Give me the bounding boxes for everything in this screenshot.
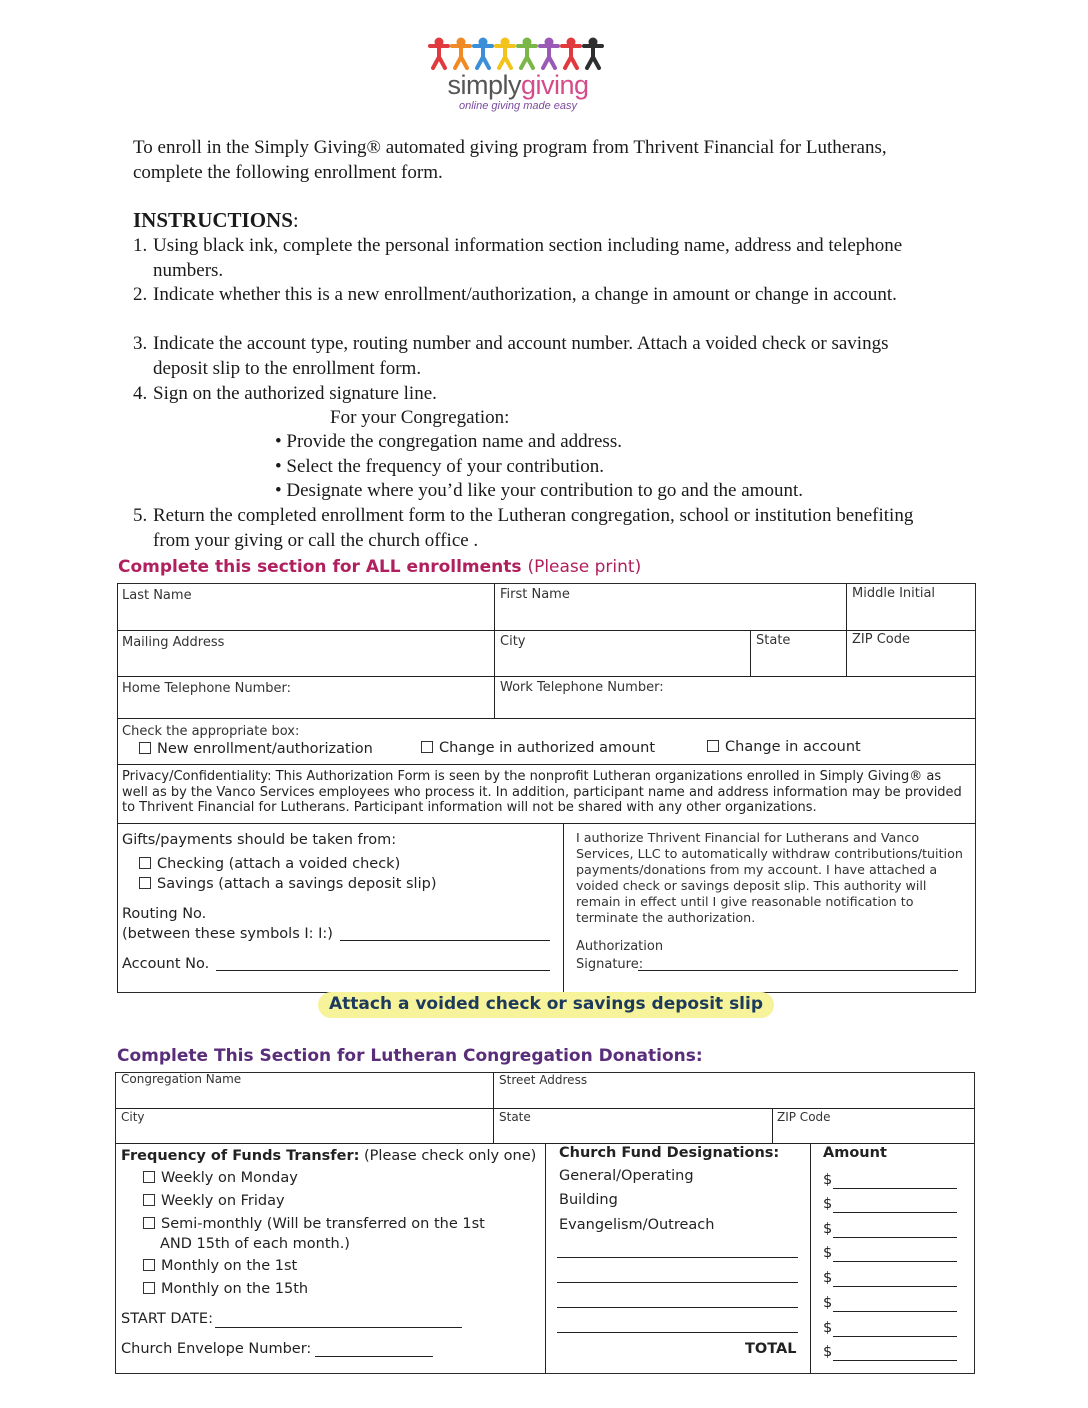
last-name-label: Last Name — [122, 588, 192, 603]
option-label: Weekly on Friday — [161, 1193, 285, 1209]
col-divider — [494, 583, 495, 718]
congregation-name-field[interactable] — [121, 1088, 486, 1106]
savings-option[interactable] — [139, 876, 436, 892]
account-label: Account No. — [122, 956, 210, 972]
attach-voided-check-note: Attach a voided check or savings deposit slip — [328, 994, 764, 1014]
instruction-step-2 — [133, 282, 923, 332]
custom-fund-line[interactable] — [557, 1257, 798, 1258]
semi-monthly-option[interactable] — [143, 1216, 485, 1232]
step-number: 5. — [133, 505, 148, 526]
col-divider — [493, 1072, 494, 1143]
savings-checkbox[interactable] — [139, 877, 151, 889]
amount-heading: Amount — [823, 1145, 887, 1161]
row-divider — [115, 1108, 975, 1109]
instructions-title-text: INSTRUCTIONS — [133, 208, 293, 232]
amount-field[interactable]: $ — [823, 1295, 833, 1311]
simply-giving-logo — [428, 36, 608, 112]
option-label: Checking (attach a voided check) — [157, 856, 401, 872]
person-figure-icon — [430, 38, 448, 69]
mailing-address-label: Mailing Address — [122, 635, 225, 650]
col-divider — [810, 1143, 811, 1374]
account-number-line[interactable] — [216, 970, 550, 971]
work-phone-field[interactable] — [500, 697, 970, 715]
street-address-label: Street Address — [499, 1073, 588, 1087]
col-divider — [772, 1108, 773, 1143]
step-text: Using black ink, complete the personal information section including name, address and telephone numbers. — [153, 235, 903, 281]
city-field[interactable] — [500, 652, 745, 672]
logo-wordmark — [428, 70, 608, 100]
option-label: Semi-monthly (Will be transferred on the 1st — [161, 1216, 485, 1232]
congregation-state-label: State — [499, 1110, 531, 1124]
state-field[interactable] — [756, 652, 841, 672]
section-title-note: (Please print) — [527, 557, 642, 577]
amount-line — [833, 1237, 957, 1238]
congregation-name-label: Congregation Name — [121, 1072, 242, 1086]
row-divider — [117, 764, 976, 765]
zip-code-label: ZIP Code — [852, 632, 910, 647]
congregation-city-label: City — [121, 1110, 145, 1124]
logo-wordmark-simply: simply — [447, 70, 521, 100]
amount-line — [833, 1311, 957, 1312]
semi-monthly-checkbox[interactable] — [143, 1217, 155, 1229]
option-label: Weekly on Monday — [161, 1170, 298, 1186]
weekly-friday-option[interactable] — [143, 1193, 285, 1209]
start-date-line[interactable] — [215, 1327, 462, 1328]
fund-general-operating: General/Operating — [559, 1168, 694, 1184]
amount-field[interactable]: $ — [823, 1320, 833, 1336]
people-chain-icon — [428, 36, 608, 70]
state-label: State — [756, 633, 791, 648]
weekly-monday-checkbox[interactable] — [143, 1171, 155, 1183]
person-figure-icon — [562, 38, 580, 69]
amount-field[interactable]: $ — [823, 1245, 833, 1261]
congregation-zip-field[interactable] — [777, 1124, 969, 1141]
option-label: Change in account — [725, 739, 861, 755]
congregation-state-field[interactable] — [499, 1124, 767, 1141]
congregation-heading: For your Congregation: — [330, 407, 510, 428]
option-label: New enrollment/authorization — [157, 741, 373, 757]
person-figure-icon — [496, 38, 514, 69]
routing-number-line[interactable] — [340, 940, 550, 941]
checking-checkbox[interactable] — [139, 857, 151, 869]
amount-line — [833, 1286, 957, 1287]
col-divider — [545, 1143, 546, 1374]
middle-initial-label: Middle Initial — [852, 586, 936, 601]
zip-code-field[interactable] — [852, 652, 970, 672]
amount-line — [833, 1261, 957, 1262]
option-label: Monthly on the 15th — [161, 1281, 309, 1297]
home-phone-label: Home Telephone Number: — [122, 681, 292, 696]
amount-field[interactable]: $ — [823, 1221, 833, 1237]
weekly-friday-checkbox[interactable] — [143, 1194, 155, 1206]
amount-field[interactable]: $ — [823, 1172, 833, 1188]
envelope-number-label: Church Envelope Number: — [121, 1341, 312, 1357]
total-amount-field[interactable]: $ — [823, 1344, 833, 1360]
custom-fund-line[interactable] — [557, 1282, 798, 1283]
new-enrollment-option[interactable] — [139, 741, 373, 757]
logo-wordmark-giving: giving — [520, 70, 589, 100]
instructions-title — [133, 208, 299, 233]
signature-label: Signature: — [576, 957, 644, 972]
city-label: City — [500, 634, 526, 649]
section-all-enrollments-title — [118, 557, 641, 577]
monthly-15th-option[interactable] — [143, 1281, 308, 1297]
logo-tagline: online giving made easy — [458, 100, 578, 112]
frequency-note: (Please check only one) — [364, 1148, 537, 1164]
change-account-checkbox[interactable] — [707, 740, 719, 752]
step-text: Return the completed enrollment form to the Lutheran congregation, school or institution benefiting from your giving or call the church office . — [153, 505, 914, 551]
person-figure-icon — [584, 38, 602, 69]
instructions-colon: : — [292, 208, 299, 232]
frequency-heading-text: Frequency of Funds Transfer: — [121, 1148, 360, 1164]
amount-field[interactable]: $ — [823, 1270, 833, 1286]
col-divider — [846, 583, 847, 676]
row-divider — [117, 718, 976, 719]
row-divider — [117, 630, 976, 631]
amount-line — [833, 1336, 957, 1337]
option-label: Monthly on the 1st — [161, 1258, 298, 1274]
instruction-step-3 — [133, 331, 923, 381]
section-congregation-title: Complete This Section for Lutheran Congregation Donations: — [117, 1046, 703, 1066]
designations-heading: Church Fund Designations: — [559, 1145, 780, 1161]
new-enrollment-checkbox[interactable] — [139, 742, 151, 754]
first-name-label: First Name — [500, 587, 570, 602]
frequency-heading — [121, 1148, 536, 1164]
home-phone-field[interactable] — [122, 697, 487, 715]
step-text: Indicate whether this is a new enrollment/authorization, a change in amount or change in account. — [153, 284, 897, 305]
person-figure-icon — [452, 38, 470, 69]
col-divider — [563, 823, 564, 993]
middle-initial-field[interactable] — [852, 605, 970, 625]
start-date-label: START DATE: — [121, 1311, 213, 1327]
amount-line — [833, 1360, 957, 1361]
congregation-bullet: • Designate where you’d like your contribution to go and the amount. — [275, 480, 803, 501]
work-phone-label: Work Telephone Number: — [500, 680, 664, 695]
authorization-label: Authorization — [576, 939, 664, 954]
privacy-notice: Privacy/Confidentiality: This Authorization Form is seen by the nonprofit Lutheran organizations enrolled in Simply Giving® as well as by the Vanco Services employees who process it. In addition, participant name and address information may be provided to Thrivent Financial for Lutherans. Participant information will not be shared with any other organizations. — [122, 769, 962, 815]
total-label: TOTAL — [745, 1341, 797, 1357]
congregation-bullet: • Provide the congregation name and address. — [275, 431, 622, 452]
check-box-prompt: Check the appropriate box: — [122, 724, 300, 739]
mailing-address-field[interactable] — [122, 652, 487, 672]
row-divider — [117, 676, 976, 677]
section-title-text: Complete this section for ALL enrollments — [118, 557, 522, 577]
semi-monthly-line2: AND 15th of each month.) — [160, 1236, 350, 1252]
person-figure-icon — [540, 38, 558, 69]
routing-label: Routing No. — [122, 906, 207, 922]
change-amount-option[interactable] — [421, 740, 655, 756]
step-number: 2. — [133, 284, 148, 305]
routing-hint: (between these symbols I: I:) — [122, 926, 333, 942]
option-label: Savings (attach a savings deposit slip) — [157, 876, 437, 892]
payments-heading: Gifts/payments should be taken from: — [122, 832, 397, 848]
row-divider — [117, 823, 976, 824]
authorization-text: I authorize Thrivent Financial for Lutherans and Vanco Services, LLC to automatically withdraw contributions/tuition payments/donations from my account. I have attached a voided check or savings deposit slip. This authority will remain in effect until I give reasonable notification to terminate the authorization. — [576, 830, 963, 925]
fund-evangelism-outreach: Evangelism/Outreach — [559, 1217, 715, 1233]
person-figure-icon — [518, 38, 536, 69]
step-text: Indicate the account type, routing number and account number. Attach a voided check or savings deposit slip to the enrollment form. — [153, 333, 889, 379]
enrollment-form-left-border — [117, 583, 118, 993]
fund-building: Building — [559, 1192, 618, 1208]
person-figure-icon — [474, 38, 492, 69]
congregation-city-field[interactable] — [121, 1124, 486, 1141]
amount-field[interactable]: $ — [823, 1196, 833, 1212]
custom-fund-line[interactable] — [557, 1307, 798, 1308]
option-label: Change in authorized amount — [439, 740, 656, 756]
intro-paragraph: To enroll in the Simply Giving® automated giving program from Thrivent Financial for Lutherans, complete the following enrollment form. — [133, 137, 887, 183]
instruction-step-1 — [133, 233, 923, 283]
change-account-option[interactable] — [707, 739, 861, 755]
step-number: 4. — [133, 383, 148, 404]
step-text: Sign on the authorized signature line. — [153, 383, 437, 404]
checking-option[interactable] — [139, 856, 400, 872]
last-name-field[interactable] — [122, 605, 487, 625]
amount-line — [833, 1212, 957, 1213]
change-amount-checkbox[interactable] — [421, 741, 433, 753]
congregation-bullet: • Select the frequency of your contribution. — [275, 456, 605, 477]
weekly-monday-option[interactable] — [143, 1170, 298, 1186]
street-address-field[interactable] — [499, 1088, 969, 1106]
monthly-1st-option[interactable] — [143, 1258, 297, 1274]
monthly-15th-checkbox[interactable] — [143, 1282, 155, 1294]
first-name-field[interactable] — [500, 605, 840, 625]
monthly-1st-checkbox[interactable] — [143, 1259, 155, 1271]
step-number: 1. — [133, 235, 148, 256]
step-number: 3. — [133, 333, 148, 354]
col-divider — [750, 630, 751, 676]
signature-line[interactable] — [638, 970, 958, 971]
amount-line — [833, 1188, 957, 1189]
congregation-zip-label: ZIP Code — [777, 1110, 831, 1124]
envelope-number-line[interactable] — [315, 1356, 433, 1357]
custom-fund-line[interactable] — [557, 1332, 798, 1333]
instruction-step-4 — [133, 381, 923, 406]
instruction-step-5 — [133, 503, 923, 553]
